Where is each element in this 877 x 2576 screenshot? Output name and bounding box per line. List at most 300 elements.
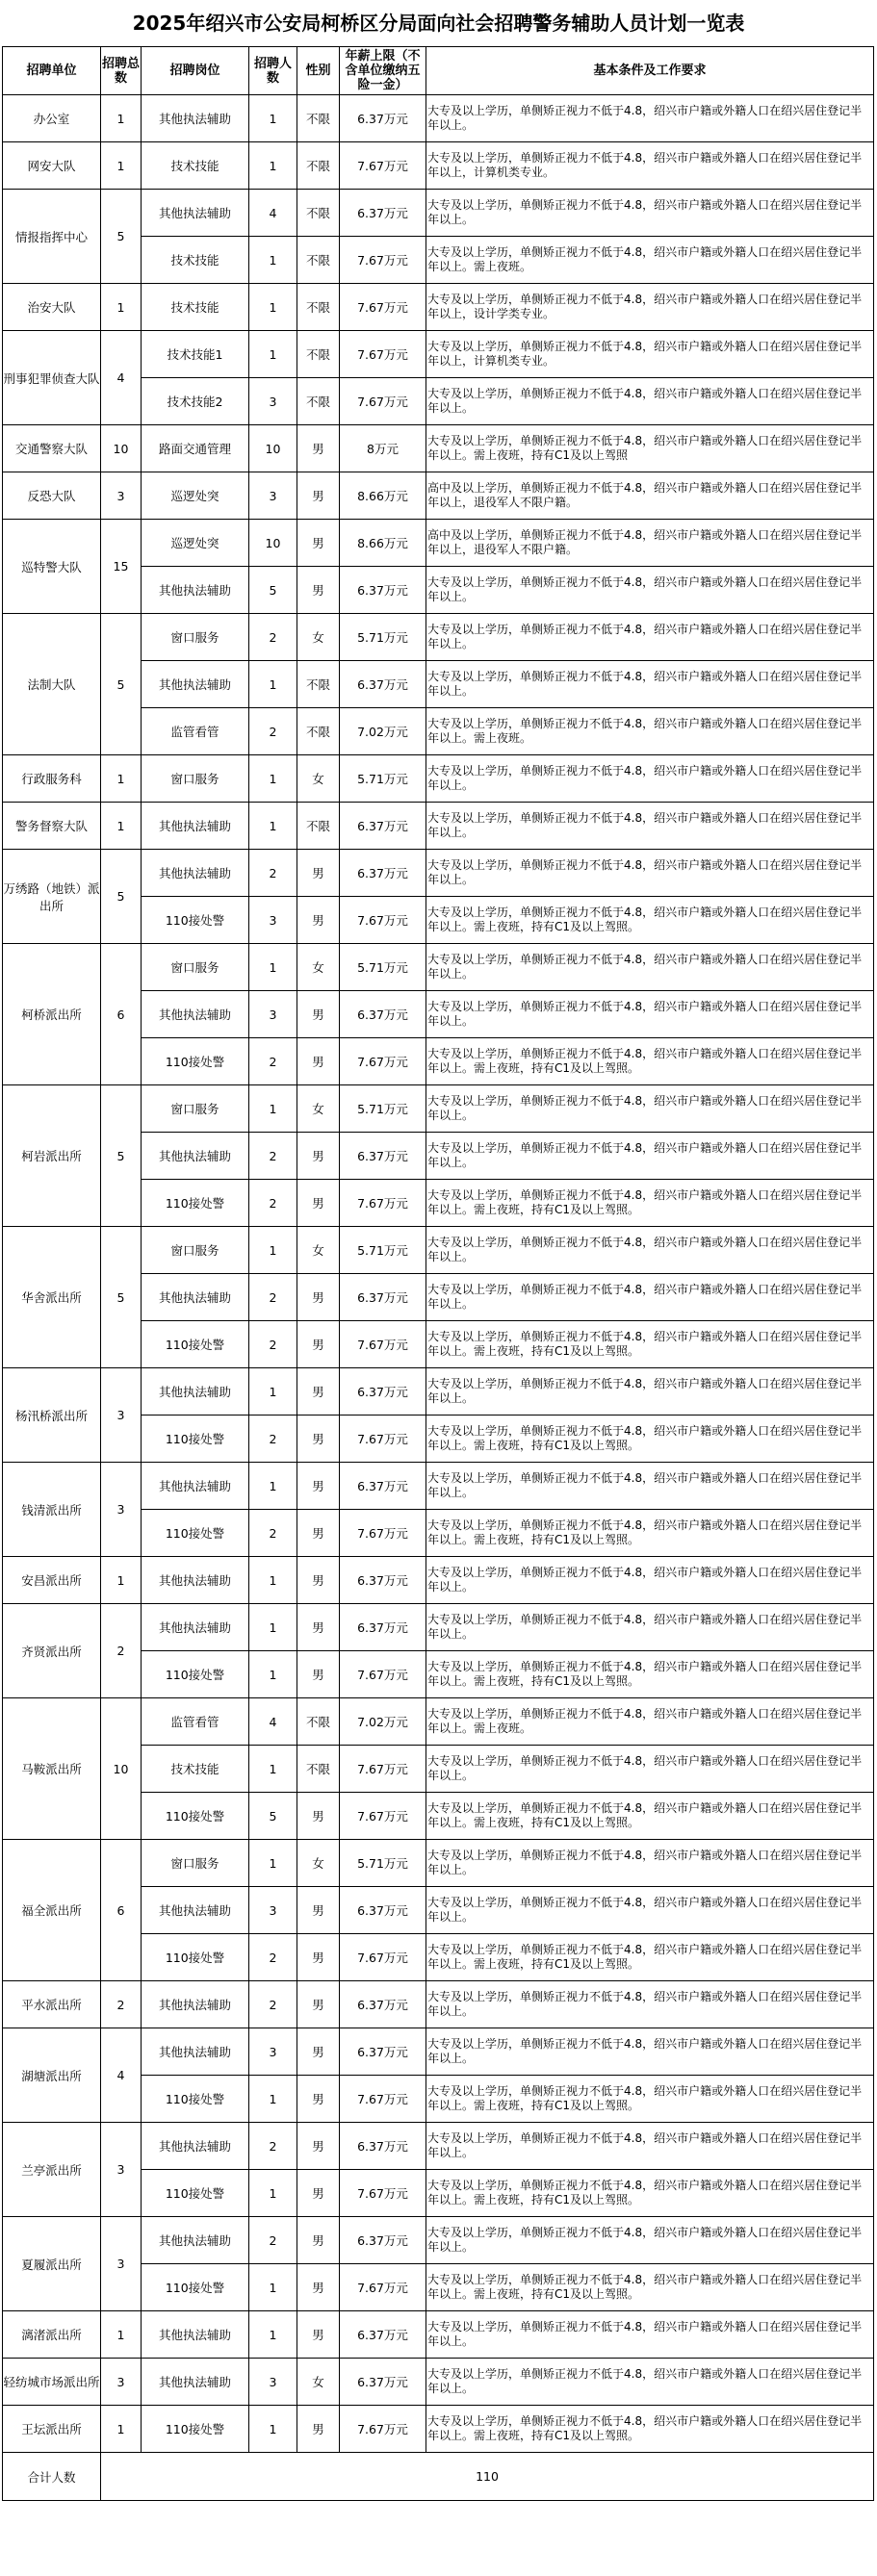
unit-cell: 安昌派出所 (3, 1557, 101, 1604)
count-cell: 3 (249, 991, 297, 1038)
unit-total-cell: 1 (101, 284, 142, 331)
requirements-cell: 大专及以上学历，单侧矫正视力不低于4.8，绍兴市户籍或外籍人口在绍兴居住登记半年以上。 (426, 2028, 874, 2076)
post-cell: 其他执法辅助 (142, 2028, 249, 2076)
requirements-cell: 大专及以上学历，单侧矫正视力不低于4.8，绍兴市户籍或外籍人口在绍兴居住登记半年以上。需上夜班，持有C1及以上驾照。 (426, 1321, 874, 1368)
count-cell: 3 (249, 2028, 297, 2076)
count-cell: 2 (249, 2217, 297, 2264)
salary-cell: 7.67万元 (340, 2170, 426, 2217)
salary-cell: 7.67万元 (340, 1416, 426, 1463)
requirements-cell: 大专及以上学历，单侧矫正视力不低于4.8，绍兴市户籍或外籍人口在绍兴居住登记半年以上。需上夜班，持有C1及以上驾照。 (426, 1416, 874, 1463)
unit-total-cell: 5 (101, 614, 142, 755)
count-cell: 2 (249, 1038, 297, 1085)
unit-total-cell: 3 (101, 2217, 142, 2311)
gender-cell: 女 (297, 755, 340, 803)
requirements-cell: 大专及以上学历，单侧矫正视力不低于4.8，绍兴市户籍或外籍人口在绍兴居住登记半年以上。 (426, 1840, 874, 1887)
table-row (3, 142, 874, 190)
unit-cell: 刑事犯罪侦查大队 (3, 331, 101, 425)
header-post: 招聘岗位 (142, 47, 249, 95)
gender-cell: 男 (297, 2028, 340, 2076)
post-cell: 其他执法辅助 (142, 190, 249, 237)
salary-cell: 5.71万元 (340, 1227, 426, 1274)
requirements-cell: 大专及以上学历，单侧矫正视力不低于4.8，绍兴市户籍或外籍人口在绍兴居住登记半年以上。需上夜班，持有C1及以上驾照。 (426, 2264, 874, 2311)
count-cell: 1 (249, 1463, 297, 1510)
unit-total-cell: 1 (101, 142, 142, 190)
gender-cell: 女 (297, 944, 340, 991)
header-total: 招聘总数 (101, 47, 142, 95)
requirements-cell: 大专及以上学历，单侧矫正视力不低于4.8，绍兴市户籍或外籍人口在绍兴居住登记半年以上。需上夜班，持有C1及以上驾照。 (426, 2406, 874, 2453)
unit-total-cell: 3 (101, 472, 142, 520)
gender-cell: 男 (297, 991, 340, 1038)
salary-cell: 6.37万元 (340, 95, 426, 142)
unit-total-cell: 4 (101, 2028, 142, 2123)
requirements-cell: 大专及以上学历，单侧矫正视力不低于4.8，绍兴市户籍或外籍人口在绍兴居住登记半年以上。 (426, 803, 874, 850)
post-cell: 其他执法辅助 (142, 2359, 249, 2406)
unit-total-cell: 3 (101, 1368, 142, 1463)
requirements-cell: 大专及以上学历，单侧矫正视力不低于4.8，绍兴市户籍或外籍人口在绍兴居住登记半年以上。 (426, 378, 874, 425)
post-cell: 其他执法辅助 (142, 1887, 249, 1934)
count-cell: 3 (249, 897, 297, 944)
count-cell: 1 (249, 1085, 297, 1133)
post-cell: 其他执法辅助 (142, 1463, 249, 1510)
unit-total-cell: 3 (101, 1463, 142, 1557)
table-row (3, 614, 874, 661)
post-cell: 其他执法辅助 (142, 95, 249, 142)
requirements-cell: 大专及以上学历，单侧矫正视力不低于4.8，绍兴市户籍或外籍人口在绍兴居住登记半年以上。 (426, 614, 874, 661)
count-cell: 2 (249, 2123, 297, 2170)
salary-cell: 7.67万元 (340, 2406, 426, 2453)
table-footer-row (3, 2453, 874, 2501)
requirements-cell: 大专及以上学历，单侧矫正视力不低于4.8，绍兴市户籍或外籍人口在绍兴居住登记半年以上。需上夜班，持有C1及以上驾照。 (426, 2170, 874, 2217)
requirements-cell: 大专及以上学历，单侧矫正视力不低于4.8，绍兴市户籍或外籍人口在绍兴居住登记半年以上，计算机类专业。 (426, 331, 874, 378)
salary-cell: 8万元 (340, 425, 426, 472)
table-row (3, 1227, 874, 1274)
requirements-cell: 大专及以上学历，单侧矫正视力不低于4.8，绍兴市户籍或外籍人口在绍兴居住登记半年以上。 (426, 1274, 874, 1321)
requirements-cell: 大专及以上学历，单侧矫正视力不低于4.8，绍兴市户籍或外籍人口在绍兴居住登记半年以上。 (426, 1557, 874, 1604)
unit-cell: 平水派出所 (3, 1981, 101, 2028)
count-cell: 1 (249, 284, 297, 331)
count-cell: 1 (249, 1368, 297, 1416)
table-row (3, 1698, 874, 1746)
unit-total-cell: 6 (101, 1840, 142, 1981)
gender-cell: 女 (297, 1227, 340, 1274)
gender-cell: 男 (297, 2170, 340, 2217)
post-cell: 110接处警 (142, 2076, 249, 2123)
gender-cell: 男 (297, 850, 340, 897)
unit-cell: 治安大队 (3, 284, 101, 331)
count-cell: 2 (249, 1321, 297, 1368)
unit-total-cell: 5 (101, 190, 142, 284)
post-cell: 110接处警 (142, 2264, 249, 2311)
count-cell: 2 (249, 1510, 297, 1557)
unit-cell: 轻纺城市场派出所 (3, 2359, 101, 2406)
table-header-row (3, 47, 874, 95)
post-cell: 窗口服务 (142, 944, 249, 991)
unit-cell: 杨汛桥派出所 (3, 1368, 101, 1463)
requirements-cell: 大专及以上学历，单侧矫正视力不低于4.8，绍兴市户籍或外籍人口在绍兴居住登记半年以上。 (426, 1981, 874, 2028)
unit-cell: 夏履派出所 (3, 2217, 101, 2311)
count-cell: 3 (249, 378, 297, 425)
unit-total-cell: 1 (101, 1557, 142, 1604)
unit-total-cell: 15 (101, 520, 142, 614)
table-row (3, 284, 874, 331)
requirements-cell: 大专及以上学历，单侧矫正视力不低于4.8，绍兴市户籍或外籍人口在绍兴居住登记半年以上。 (426, 2359, 874, 2406)
count-cell: 3 (249, 472, 297, 520)
gender-cell: 男 (297, 2123, 340, 2170)
requirements-cell: 大专及以上学历，单侧矫正视力不低于4.8，绍兴市户籍或外籍人口在绍兴居住登记半年以上。需上夜班，持有C1及以上驾照。 (426, 1510, 874, 1557)
post-cell: 窗口服务 (142, 1085, 249, 1133)
count-cell: 1 (249, 661, 297, 708)
count-cell: 2 (249, 1981, 297, 2028)
header-count: 招聘人数 (249, 47, 297, 95)
requirements-cell: 大专及以上学历，单侧矫正视力不低于4.8，绍兴市户籍或外籍人口在绍兴居住登记半年以上。 (426, 1227, 874, 1274)
requirements-cell: 大专及以上学历，单侧矫正视力不低于4.8，绍兴市户籍或外籍人口在绍兴居住登记半年以上。 (426, 567, 874, 614)
requirements-cell: 大专及以上学历，单侧矫正视力不低于4.8，绍兴市户籍或外籍人口在绍兴居住登记半年以上。 (426, 944, 874, 991)
gender-cell: 男 (297, 567, 340, 614)
salary-cell: 6.37万元 (340, 991, 426, 1038)
salary-cell: 6.37万元 (340, 850, 426, 897)
salary-cell: 6.37万元 (340, 2217, 426, 2264)
requirements-cell: 大专及以上学历，单侧矫正视力不低于4.8，绍兴市户籍或外籍人口在绍兴居住登记半年以上。 (426, 1887, 874, 1934)
post-cell: 110接处警 (142, 1321, 249, 1368)
salary-cell: 7.67万元 (340, 2076, 426, 2123)
count-cell: 1 (249, 331, 297, 378)
salary-cell: 6.37万元 (340, 1274, 426, 1321)
count-cell: 1 (249, 2170, 297, 2217)
gender-cell: 女 (297, 1840, 340, 1887)
gender-cell: 男 (297, 1321, 340, 1368)
unit-total-cell: 5 (101, 1227, 142, 1368)
gender-cell: 男 (297, 1463, 340, 1510)
post-cell: 其他执法辅助 (142, 2123, 249, 2170)
count-cell: 4 (249, 1698, 297, 1746)
unit-cell: 兰亭派出所 (3, 2123, 101, 2217)
salary-cell: 6.37万元 (340, 567, 426, 614)
requirements-cell: 大专及以上学历，单侧矫正视力不低于4.8，绍兴市户籍或外籍人口在绍兴居住登记半年以上。需上夜班，持有C1及以上驾照。 (426, 1651, 874, 1698)
count-cell: 10 (249, 425, 297, 472)
salary-cell: 7.67万元 (340, 897, 426, 944)
requirements-cell: 大专及以上学历，单侧矫正视力不低于4.8，绍兴市户籍或外籍人口在绍兴居住登记半年以上。需上夜班，持有C1及以上驾照。 (426, 897, 874, 944)
unit-total-cell: 2 (101, 1604, 142, 1698)
table-row (3, 850, 874, 897)
post-cell: 其他执法辅助 (142, 850, 249, 897)
requirements-cell: 大专及以上学历，单侧矫正视力不低于4.8，绍兴市户籍或外籍人口在绍兴居住登记半年以上，设计学类专业。 (426, 284, 874, 331)
header-salary: 年薪上限（不含单位缴纳五险一金） (340, 47, 426, 95)
salary-cell: 7.67万元 (340, 1746, 426, 1793)
gender-cell: 男 (297, 1981, 340, 2028)
table-row (3, 95, 874, 142)
post-cell: 技术技能 (142, 284, 249, 331)
requirements-cell: 大专及以上学历，单侧矫正视力不低于4.8，绍兴市户籍或外籍人口在绍兴居住登记半年以上。 (426, 1368, 874, 1416)
post-cell: 技术技能 (142, 237, 249, 284)
post-cell: 110接处警 (142, 1510, 249, 1557)
gender-cell: 男 (297, 1793, 340, 1840)
post-cell: 110接处警 (142, 2170, 249, 2217)
gender-cell: 男 (297, 2264, 340, 2311)
gender-cell: 不限 (297, 284, 340, 331)
post-cell: 110接处警 (142, 897, 249, 944)
gender-cell: 不限 (297, 190, 340, 237)
unit-total-cell: 5 (101, 850, 142, 944)
requirements-cell: 大专及以上学历，单侧矫正视力不低于4.8，绍兴市户籍或外籍人口在绍兴居住登记半年以上。 (426, 850, 874, 897)
count-cell: 2 (249, 1180, 297, 1227)
salary-cell: 7.67万元 (340, 284, 426, 331)
post-cell: 其他执法辅助 (142, 2217, 249, 2264)
table-row (3, 1840, 874, 1887)
post-cell: 窗口服务 (142, 1227, 249, 1274)
gender-cell: 男 (297, 1368, 340, 1416)
salary-cell: 6.37万元 (340, 2311, 426, 2359)
page-title: 2025年绍兴市公安局柯桥区分局面向社会招聘警务辅助人员计划一览表 (132, 12, 745, 35)
count-cell: 1 (249, 1227, 297, 1274)
recruitment-table (2, 46, 874, 2501)
unit-cell: 巡特警大队 (3, 520, 101, 614)
salary-cell: 7.67万元 (340, 1038, 426, 1085)
gender-cell: 男 (297, 1604, 340, 1651)
table-row (3, 755, 874, 803)
salary-cell: 8.66万元 (340, 520, 426, 567)
unit-cell: 万绣路（地铁）派出所 (3, 850, 101, 944)
gender-cell: 不限 (297, 237, 340, 284)
gender-cell: 不限 (297, 708, 340, 755)
unit-total-cell: 10 (101, 425, 142, 472)
table-row (3, 1463, 874, 1510)
requirements-cell: 大专及以上学历，单侧矫正视力不低于4.8，绍兴市户籍或外籍人口在绍兴居住登记半年以上。需上夜班，持有C1及以上驾照。 (426, 1934, 874, 1981)
header-unit: 招聘单位 (3, 47, 101, 95)
salary-cell: 7.67万元 (340, 2264, 426, 2311)
requirements-cell: 大专及以上学历，单侧矫正视力不低于4.8，绍兴市户籍或外籍人口在绍兴居住登记半年以上。需上夜班。 (426, 237, 874, 284)
post-cell: 其他执法辅助 (142, 1274, 249, 1321)
requirements-cell: 大专及以上学历，单侧矫正视力不低于4.8，绍兴市户籍或外籍人口在绍兴居住登记半年以上。 (426, 95, 874, 142)
unit-total-cell: 2 (101, 1981, 142, 2028)
unit-total-cell: 1 (101, 2311, 142, 2359)
salary-cell: 7.02万元 (340, 708, 426, 755)
gender-cell: 男 (297, 2217, 340, 2264)
gender-cell: 不限 (297, 378, 340, 425)
count-cell: 2 (249, 614, 297, 661)
requirements-cell: 大专及以上学历，单侧矫正视力不低于4.8，绍兴市户籍或外籍人口在绍兴居住登记半年以上。 (426, 1463, 874, 1510)
salary-cell: 6.37万元 (340, 1887, 426, 1934)
count-cell: 3 (249, 2359, 297, 2406)
salary-cell: 6.37万元 (340, 1368, 426, 1416)
unit-total-cell: 3 (101, 2123, 142, 2217)
unit-cell: 法制大队 (3, 614, 101, 755)
table-row (3, 2217, 874, 2264)
requirements-cell: 大专及以上学历，单侧矫正视力不低于4.8，绍兴市户籍或外籍人口在绍兴居住登记半年以上。 (426, 1133, 874, 1180)
count-cell: 1 (249, 1840, 297, 1887)
gender-cell: 女 (297, 614, 340, 661)
post-cell: 110接处警 (142, 1793, 249, 1840)
post-cell: 监管看管 (142, 708, 249, 755)
requirements-cell: 大专及以上学历，单侧矫正视力不低于4.8，绍兴市户籍或外籍人口在绍兴居住登记半年以上。 (426, 661, 874, 708)
unit-total-cell: 4 (101, 331, 142, 425)
requirements-cell: 大专及以上学历，单侧矫正视力不低于4.8，绍兴市户籍或外籍人口在绍兴居住登记半年以上。需上夜班，持有C1及以上驾照 (426, 425, 874, 472)
unit-total-cell: 1 (101, 803, 142, 850)
header-gender: 性别 (297, 47, 340, 95)
gender-cell: 不限 (297, 95, 340, 142)
gender-cell: 不限 (297, 142, 340, 190)
requirements-cell: 大专及以上学历，单侧矫正视力不低于4.8，绍兴市户籍或外籍人口在绍兴居住登记半年以上，计算机类专业。 (426, 142, 874, 190)
table-row (3, 190, 874, 237)
unit-cell: 王坛派出所 (3, 2406, 101, 2453)
footer-label: 合计人数 (3, 2453, 101, 2501)
post-cell: 路面交通管理 (142, 425, 249, 472)
post-cell: 其他执法辅助 (142, 1604, 249, 1651)
salary-cell: 5.71万元 (340, 614, 426, 661)
post-cell: 110接处警 (142, 1416, 249, 1463)
salary-cell: 7.67万元 (340, 1793, 426, 1840)
count-cell: 5 (249, 1793, 297, 1840)
salary-cell: 7.67万元 (340, 331, 426, 378)
table-row (3, 331, 874, 378)
requirements-cell: 大专及以上学历，单侧矫正视力不低于4.8，绍兴市户籍或外籍人口在绍兴居住登记半年以上。 (426, 755, 874, 803)
count-cell: 1 (249, 1746, 297, 1793)
salary-cell: 6.37万元 (340, 2359, 426, 2406)
header-requirements: 基本条件及工作要求 (426, 47, 874, 95)
count-cell: 1 (249, 95, 297, 142)
salary-cell: 6.37万元 (340, 661, 426, 708)
salary-cell: 6.37万元 (340, 2028, 426, 2076)
post-cell: 110接处警 (142, 1934, 249, 1981)
salary-cell: 5.71万元 (340, 1840, 426, 1887)
post-cell: 监管看管 (142, 1698, 249, 1746)
table-row (3, 2123, 874, 2170)
post-cell: 其他执法辅助 (142, 991, 249, 1038)
salary-cell: 5.71万元 (340, 944, 426, 991)
table-row (3, 944, 874, 991)
salary-cell: 6.37万元 (340, 803, 426, 850)
count-cell: 2 (249, 1274, 297, 1321)
requirements-cell: 高中及以上学历，单侧矫正视力不低于4.8，绍兴市户籍或外籍人口在绍兴居住登记半年以上，退役军人不限户籍。 (426, 520, 874, 567)
post-cell: 其他执法辅助 (142, 1368, 249, 1416)
requirements-cell: 大专及以上学历，单侧矫正视力不低于4.8，绍兴市户籍或外籍人口在绍兴居住登记半年以上。需上夜班，持有C1及以上驾照。 (426, 1038, 874, 1085)
gender-cell: 女 (297, 1085, 340, 1133)
post-cell: 其他执法辅助 (142, 1981, 249, 2028)
footer-total: 110 (101, 2453, 874, 2501)
gender-cell: 男 (297, 1510, 340, 1557)
post-cell: 其他执法辅助 (142, 567, 249, 614)
salary-cell: 7.67万元 (340, 1934, 426, 1981)
table-row (3, 2359, 874, 2406)
salary-cell: 6.37万元 (340, 190, 426, 237)
count-cell: 3 (249, 1887, 297, 1934)
post-cell: 其他执法辅助 (142, 803, 249, 850)
table-row (3, 1368, 874, 1416)
count-cell: 10 (249, 520, 297, 567)
count-cell: 1 (249, 142, 297, 190)
unit-cell: 钱清派出所 (3, 1463, 101, 1557)
table-row (3, 425, 874, 472)
gender-cell: 男 (297, 2311, 340, 2359)
salary-cell: 6.37万元 (340, 1133, 426, 1180)
salary-cell: 6.37万元 (340, 1557, 426, 1604)
gender-cell: 男 (297, 1934, 340, 1981)
requirements-cell: 大专及以上学历，单侧矫正视力不低于4.8，绍兴市户籍或外籍人口在绍兴居住登记半年以上。需上夜班，持有C1及以上驾照。 (426, 2076, 874, 2123)
table-row (3, 803, 874, 850)
table-row (3, 1085, 874, 1133)
salary-cell: 6.37万元 (340, 1981, 426, 2028)
gender-cell: 不限 (297, 803, 340, 850)
gender-cell: 不限 (297, 1746, 340, 1793)
unit-cell: 柯桥派出所 (3, 944, 101, 1085)
unit-total-cell: 1 (101, 95, 142, 142)
unit-cell: 福全派出所 (3, 1840, 101, 1981)
table-body (3, 95, 874, 2453)
unit-total-cell: 6 (101, 944, 142, 1085)
gender-cell: 男 (297, 520, 340, 567)
count-cell: 1 (249, 1651, 297, 1698)
gender-cell: 男 (297, 1651, 340, 1698)
count-cell: 2 (249, 1934, 297, 1981)
gender-cell: 男 (297, 472, 340, 520)
post-cell: 窗口服务 (142, 1840, 249, 1887)
unit-cell: 齐贤派出所 (3, 1604, 101, 1698)
count-cell: 4 (249, 190, 297, 237)
count-cell: 1 (249, 944, 297, 991)
salary-cell: 8.66万元 (340, 472, 426, 520)
gender-cell: 男 (297, 897, 340, 944)
post-cell: 其他执法辅助 (142, 661, 249, 708)
salary-cell: 7.02万元 (340, 1698, 426, 1746)
post-cell: 其他执法辅助 (142, 2311, 249, 2359)
gender-cell: 不限 (297, 1698, 340, 1746)
table-row (3, 472, 874, 520)
requirements-cell: 大专及以上学历，单侧矫正视力不低于4.8，绍兴市户籍或外籍人口在绍兴居住登记半年以上。 (426, 2217, 874, 2264)
salary-cell: 7.67万元 (340, 1321, 426, 1368)
post-cell: 技术技能1 (142, 331, 249, 378)
unit-cell: 警务督察大队 (3, 803, 101, 850)
count-cell: 2 (249, 708, 297, 755)
unit-total-cell: 1 (101, 755, 142, 803)
table-row (3, 2028, 874, 2076)
unit-cell: 漓渚派出所 (3, 2311, 101, 2359)
gender-cell: 男 (297, 1133, 340, 1180)
unit-total-cell: 1 (101, 2406, 142, 2453)
requirements-cell: 大专及以上学历，单侧矫正视力不低于4.8，绍兴市户籍或外籍人口在绍兴居住登记半年以上。 (426, 2123, 874, 2170)
requirements-cell: 大专及以上学历，单侧矫正视力不低于4.8，绍兴市户籍或外籍人口在绍兴居住登记半年以上。需上夜班。 (426, 1698, 874, 1746)
unit-cell: 行政服务科 (3, 755, 101, 803)
unit-cell: 网安大队 (3, 142, 101, 190)
unit-cell: 情报指挥中心 (3, 190, 101, 284)
post-cell: 巡逻处突 (142, 520, 249, 567)
post-cell: 巡逻处突 (142, 472, 249, 520)
table-row (3, 1557, 874, 1604)
gender-cell: 男 (297, 1416, 340, 1463)
requirements-cell: 大专及以上学历，单侧矫正视力不低于4.8，绍兴市户籍或外籍人口在绍兴居住登记半年以上。 (426, 1085, 874, 1133)
count-cell: 1 (249, 2311, 297, 2359)
count-cell: 2 (249, 1133, 297, 1180)
gender-cell: 男 (297, 2076, 340, 2123)
count-cell: 1 (249, 1557, 297, 1604)
salary-cell: 7.67万元 (340, 1651, 426, 1698)
unit-cell: 柯岩派出所 (3, 1085, 101, 1227)
gender-cell: 男 (297, 1274, 340, 1321)
requirements-cell: 大专及以上学历，单侧矫正视力不低于4.8，绍兴市户籍或外籍人口在绍兴居住登记半年以上。 (426, 1746, 874, 1793)
unit-cell: 湖塘派出所 (3, 2028, 101, 2123)
table-row (3, 1981, 874, 2028)
unit-total-cell: 5 (101, 1085, 142, 1227)
post-cell: 110接处警 (142, 1038, 249, 1085)
post-cell: 110接处警 (142, 1180, 249, 1227)
salary-cell: 6.37万元 (340, 1463, 426, 1510)
gender-cell: 女 (297, 2359, 340, 2406)
requirements-cell: 大专及以上学历，单侧矫正视力不低于4.8，绍兴市户籍或外籍人口在绍兴居住登记半年以上。 (426, 1604, 874, 1651)
post-cell: 其他执法辅助 (142, 1557, 249, 1604)
requirements-cell: 大专及以上学历，单侧矫正视力不低于4.8，绍兴市户籍或外籍人口在绍兴居住登记半年以上。 (426, 991, 874, 1038)
salary-cell: 7.67万元 (340, 237, 426, 284)
gender-cell: 不限 (297, 331, 340, 378)
gender-cell: 男 (297, 1887, 340, 1934)
post-cell: 其他执法辅助 (142, 1133, 249, 1180)
